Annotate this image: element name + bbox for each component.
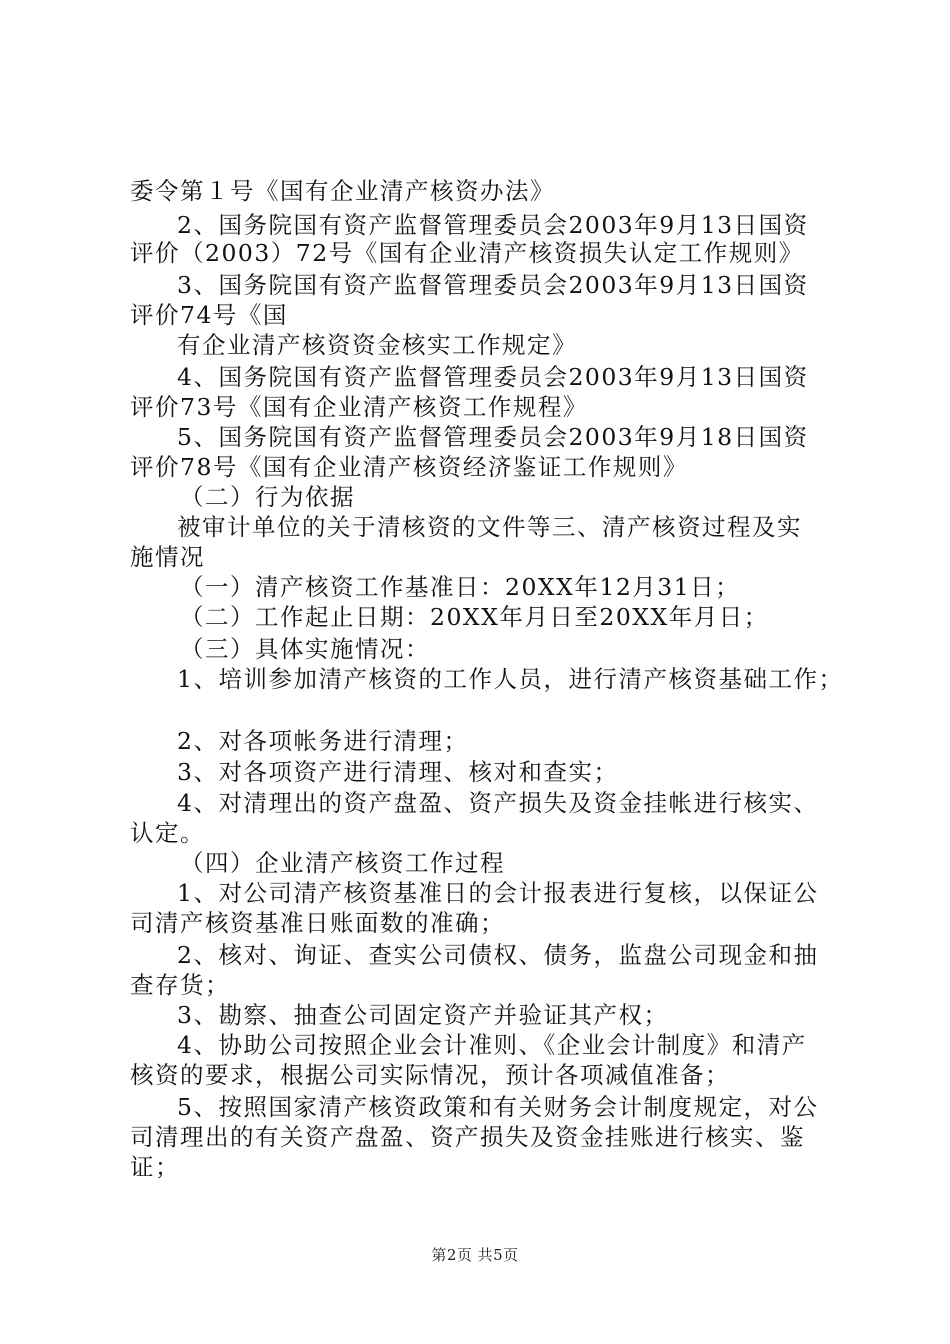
text-line: 2、对各项帐务进行清理； bbox=[177, 727, 469, 755]
text-line: 4、对清理出的资产盘盈、资产损失及资金挂帐进行核实、 bbox=[177, 789, 819, 817]
text-line: 3、勘察、抽查公司固定资产并验证其产权； bbox=[177, 1001, 669, 1029]
text-line: 有企业清产核资资金核实工作规定》 bbox=[177, 331, 577, 359]
text-line: （二）工作起止日期：20XX年月日至20XX年月日； bbox=[180, 603, 769, 631]
text-line: 2、国务院国有资产监督管理委员会2003年9月13日国资 bbox=[177, 211, 809, 239]
text-line: 评价78号《国有企业清产核资经济鉴证工作规则》 bbox=[130, 453, 688, 481]
text-line: （三）具体实施情况： bbox=[180, 635, 430, 663]
text-line: 评价74号《国 bbox=[130, 301, 288, 329]
section-heading: （四）企业清产核资工作过程 bbox=[180, 849, 505, 877]
text-line: （一）清产核资工作基准日：20XX年12月31日； bbox=[180, 573, 741, 601]
text-line: 3、国务院国有资产监督管理委员会2003年9月13日国资 bbox=[177, 271, 809, 299]
text-line: 1、对公司清产核资基准日的会计报表进行复核，以保证公 bbox=[177, 879, 819, 907]
text-line: 委令第１号《国有企业清产核资办法》 bbox=[130, 177, 555, 205]
text-line: 1、培训参加清产核资的工作人员，进行清产核资基础工作； bbox=[177, 665, 844, 693]
text-line: 5、按照国家清产核资政策和有关财务会计制度规定，对公 bbox=[177, 1093, 819, 1121]
text-line: 2、核对、询证、查实公司债权、债务，监盘公司现金和抽 bbox=[177, 941, 819, 969]
text-line: 查存货； bbox=[130, 971, 230, 999]
page-number: 第2页 共5页 bbox=[431, 1246, 519, 1264]
text-line: 评价（2003）72号《国有企业清产核资损失认定工作规则》 bbox=[130, 239, 804, 267]
text-line: 被审计单位的关于清核资的文件等三、清产核资过程及实 bbox=[177, 513, 802, 541]
text-line: 认定。 bbox=[130, 819, 205, 847]
text-line: 3、对各项资产进行清理、核对和查实； bbox=[177, 758, 619, 786]
text-line: 证； bbox=[130, 1153, 180, 1181]
section-heading: （二）行为依据 bbox=[180, 483, 355, 511]
text-line: 评价73号《国有企业清产核资工作规程》 bbox=[130, 393, 588, 421]
text-line: 施情况 bbox=[130, 543, 205, 571]
text-line: 核资的要求，根据公司实际情况，预计各项减值准备； bbox=[130, 1061, 730, 1089]
text-line: 5、国务院国有资产监督管理委员会2003年9月18日国资 bbox=[177, 423, 809, 451]
text-line: 司清产核资基准日账面数的准确； bbox=[130, 909, 505, 937]
text-line: 司清理出的有关资产盘盈、资产损失及资金挂账进行核实、鉴 bbox=[130, 1123, 805, 1151]
text-line: 4、国务院国有资产监督管理委员会2003年9月13日国资 bbox=[177, 363, 809, 391]
text-line: 4、协助公司按照企业会计准则、《企业会计制度》和清产 bbox=[177, 1031, 807, 1059]
